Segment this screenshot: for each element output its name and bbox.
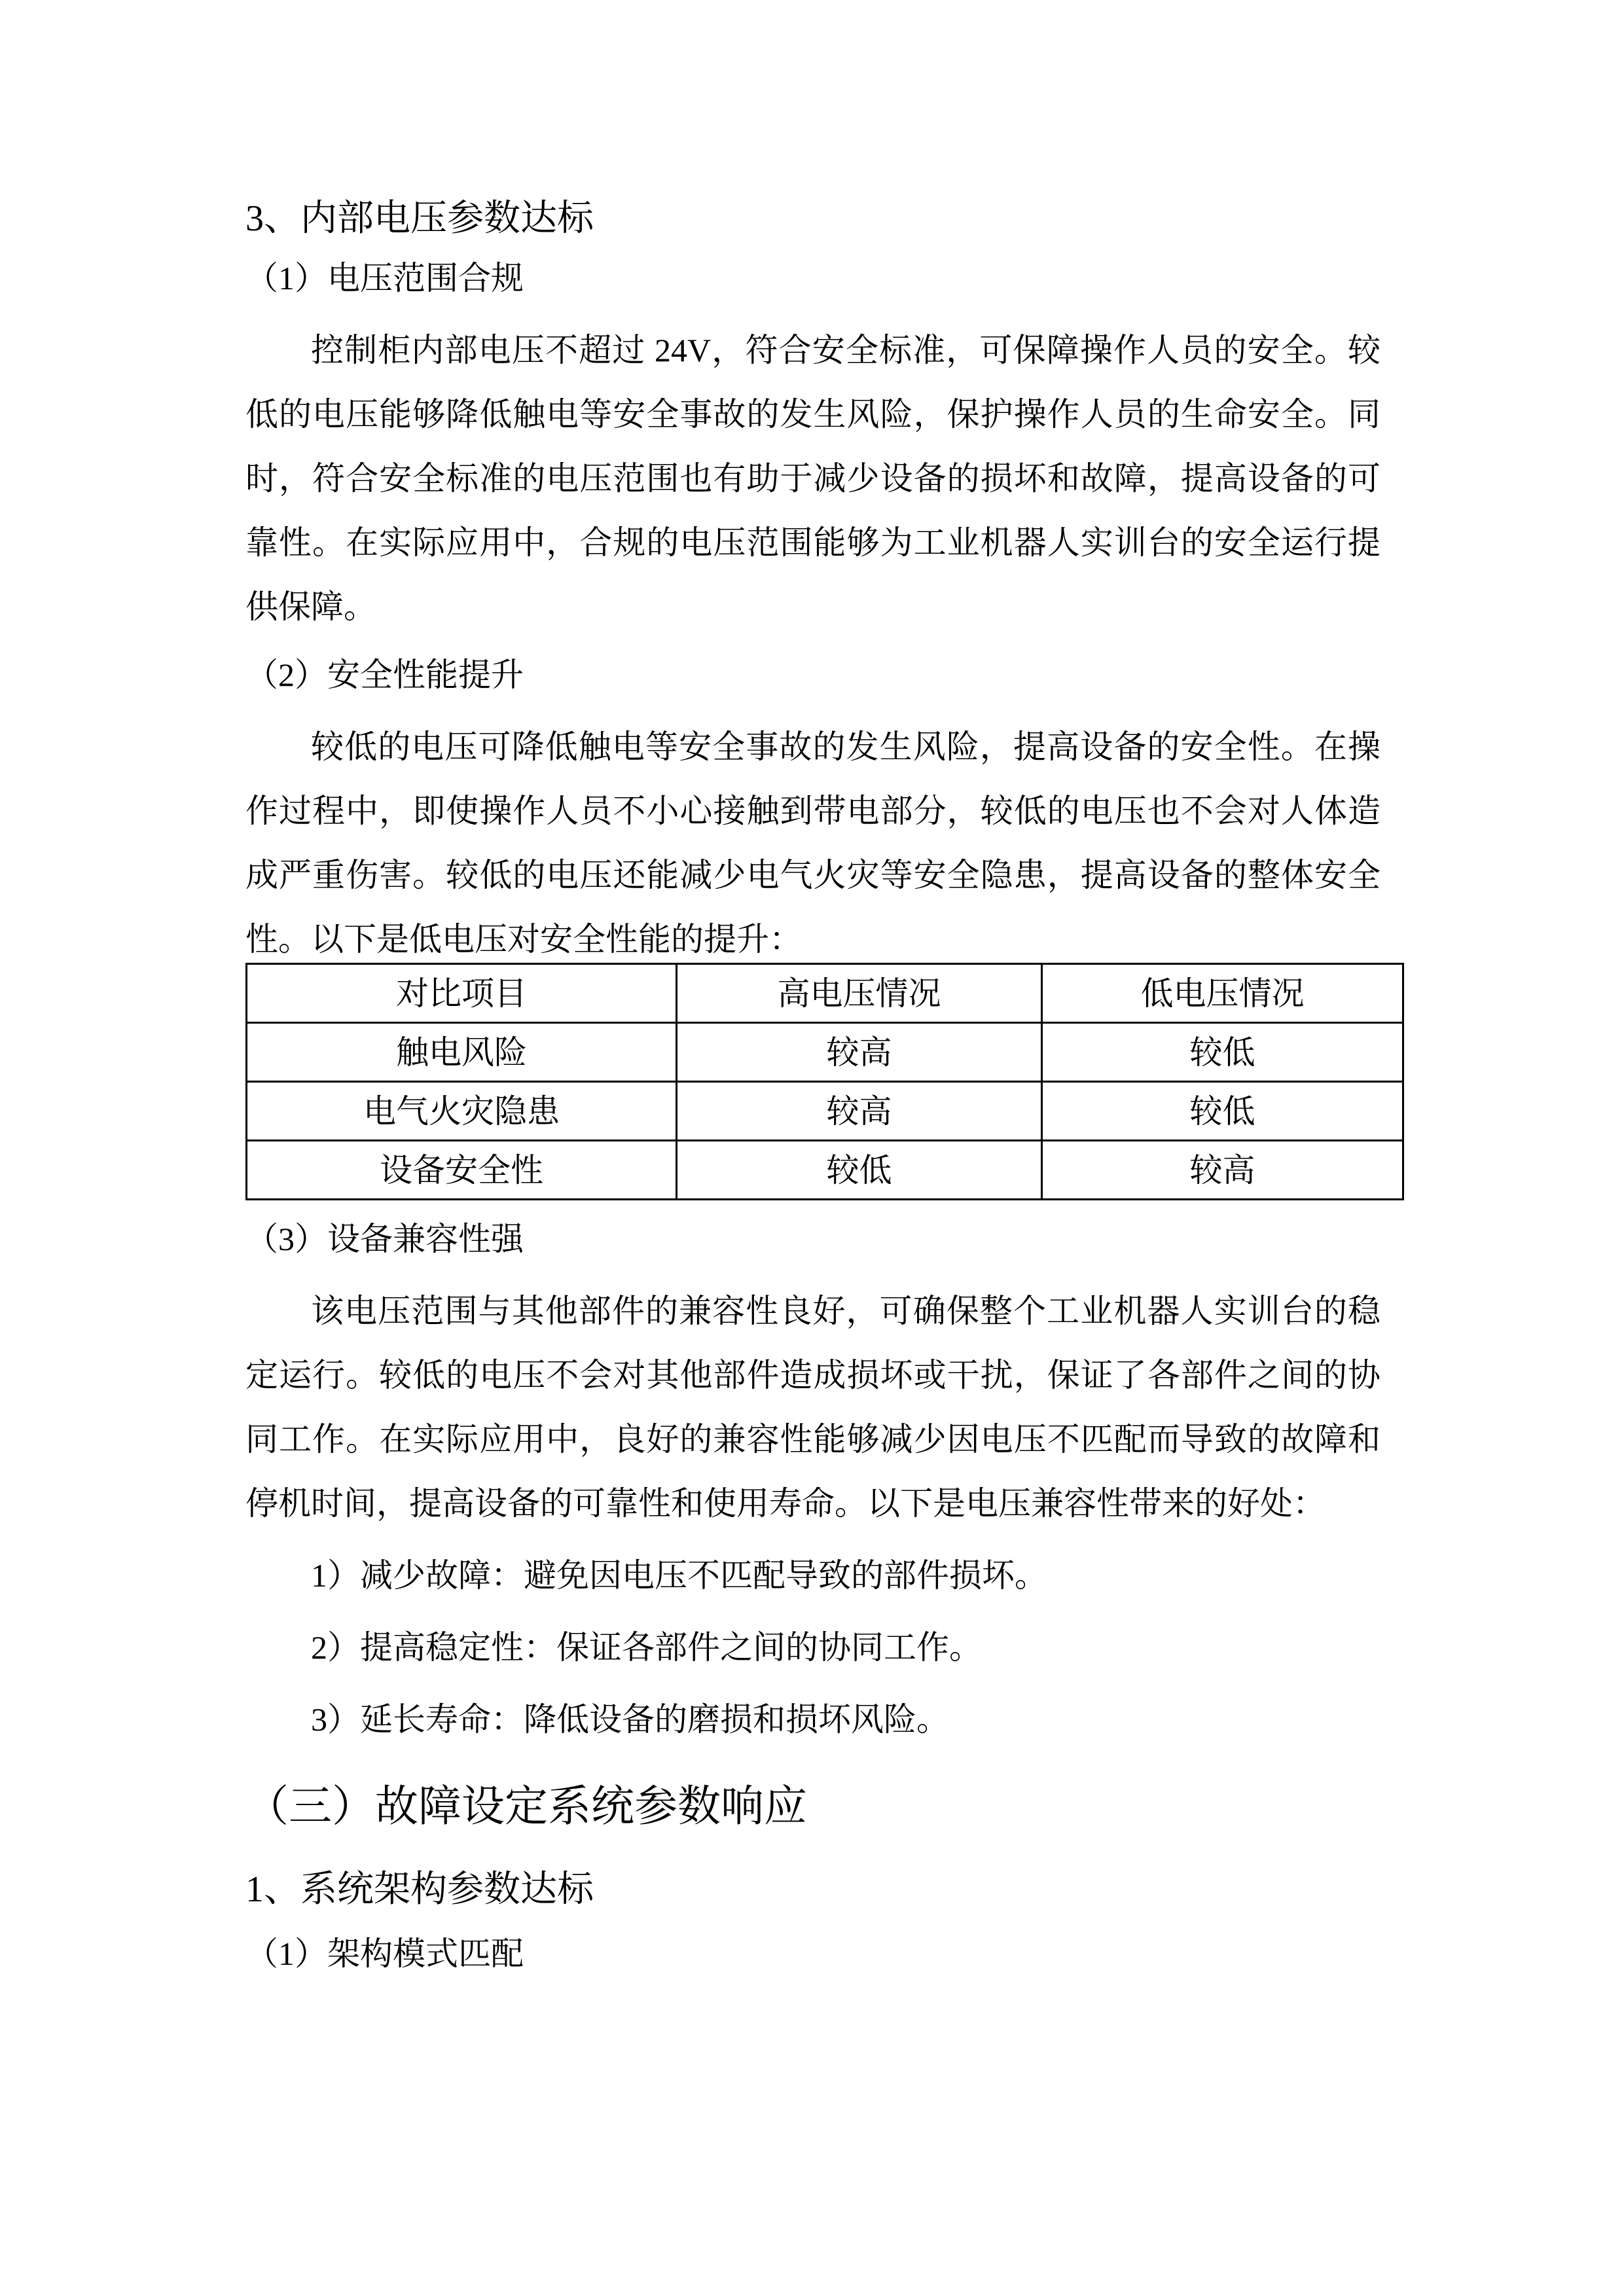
table-cell: 较低	[1042, 1082, 1403, 1141]
table-cell: 较低	[1042, 1023, 1403, 1082]
list-item-extend-life: 3）延长寿命：降低设备的磨损和损坏风险。	[311, 1701, 949, 1738]
section-heading-fault-setting-response: （三）故障设定系统参数响应	[245, 1783, 807, 1831]
table-cell: 较高	[677, 1082, 1042, 1141]
comparison-table	[245, 963, 1404, 1200]
subheading-safety-improvement: （2）安全性能提升	[245, 656, 524, 693]
table-header-row	[247, 964, 1403, 1023]
subheading-device-compatibility: （3）设备兼容性强	[245, 1221, 524, 1257]
table-cell: 设备安全性	[247, 1141, 677, 1200]
paragraph-voltage-range: 控制柜内部电压不超过 24V，符合安全标准，可保障操作人员的安全。较低的电压能够降低触电等安全事故的发生风险，保护操作人员的生命安全。同时，符合安全标准的电压范围也有助于减少设备的损坏和故障，提高设备的可靠性。在实际应用中，合规的电压范围能够为工业机器人实训台的安全运行提供保障。	[245, 332, 1380, 625]
table-header-cell: 高电压情况	[677, 964, 1042, 1023]
list-item-reduce-faults: 1）减少故障：避免因电压不匹配导致的部件损坏。	[311, 1557, 1047, 1594]
paragraph-device-compatibility: 该电压范围与其他部件的兼容性良好，可确保整个工业机器人实训台的稳定运行。较低的电压不会对其他部件造成损坏或干扰，保证了各部件之间的协同工作。在实际应用中，良好的兼容性能够减少因电压不匹配而导致的故障和停机时间，提高设备的可靠性和使用寿命。以下是电压兼容性带来的好处：	[245, 1293, 1380, 1522]
table-cell: 触电风险	[247, 1023, 677, 1082]
subheading-voltage-range-compliance: （1）电压范围合规	[245, 260, 524, 296]
table-cell: 较高	[677, 1023, 1042, 1082]
table-cell: 电气火灾隐患	[247, 1082, 677, 1141]
section-heading-internal-voltage: 3、内部电压参数达标	[245, 198, 594, 239]
table-header-cell: 低电压情况	[1042, 964, 1403, 1023]
list-item-improve-stability: 2）提高稳定性：保证各部件之间的协同工作。	[311, 1629, 982, 1666]
table-row	[247, 1082, 1403, 1141]
table-row	[247, 1141, 1403, 1200]
table-cell: 较低	[677, 1141, 1042, 1200]
table-row	[247, 1023, 1403, 1082]
subheading-architecture-mode-match: （1）架构模式匹配	[245, 1935, 524, 1972]
table-cell: 较高	[1042, 1141, 1403, 1200]
table-header-cell: 对比项目	[247, 964, 677, 1023]
paragraph-safety-improvement: 较低的电压可降低触电等安全事故的发生风险，提高设备的安全性。在操作过程中，即使操作人员不小心接触到带电部分，较低的电压也不会对人体造成严重伤害。较低的电压还能减少电气火灾等安全隐患，提高设备的整体安全性。以下是低电压对安全性能的提升：	[245, 728, 1380, 958]
section-heading-system-architecture: 1、系统架构参数达标	[245, 1869, 594, 1910]
